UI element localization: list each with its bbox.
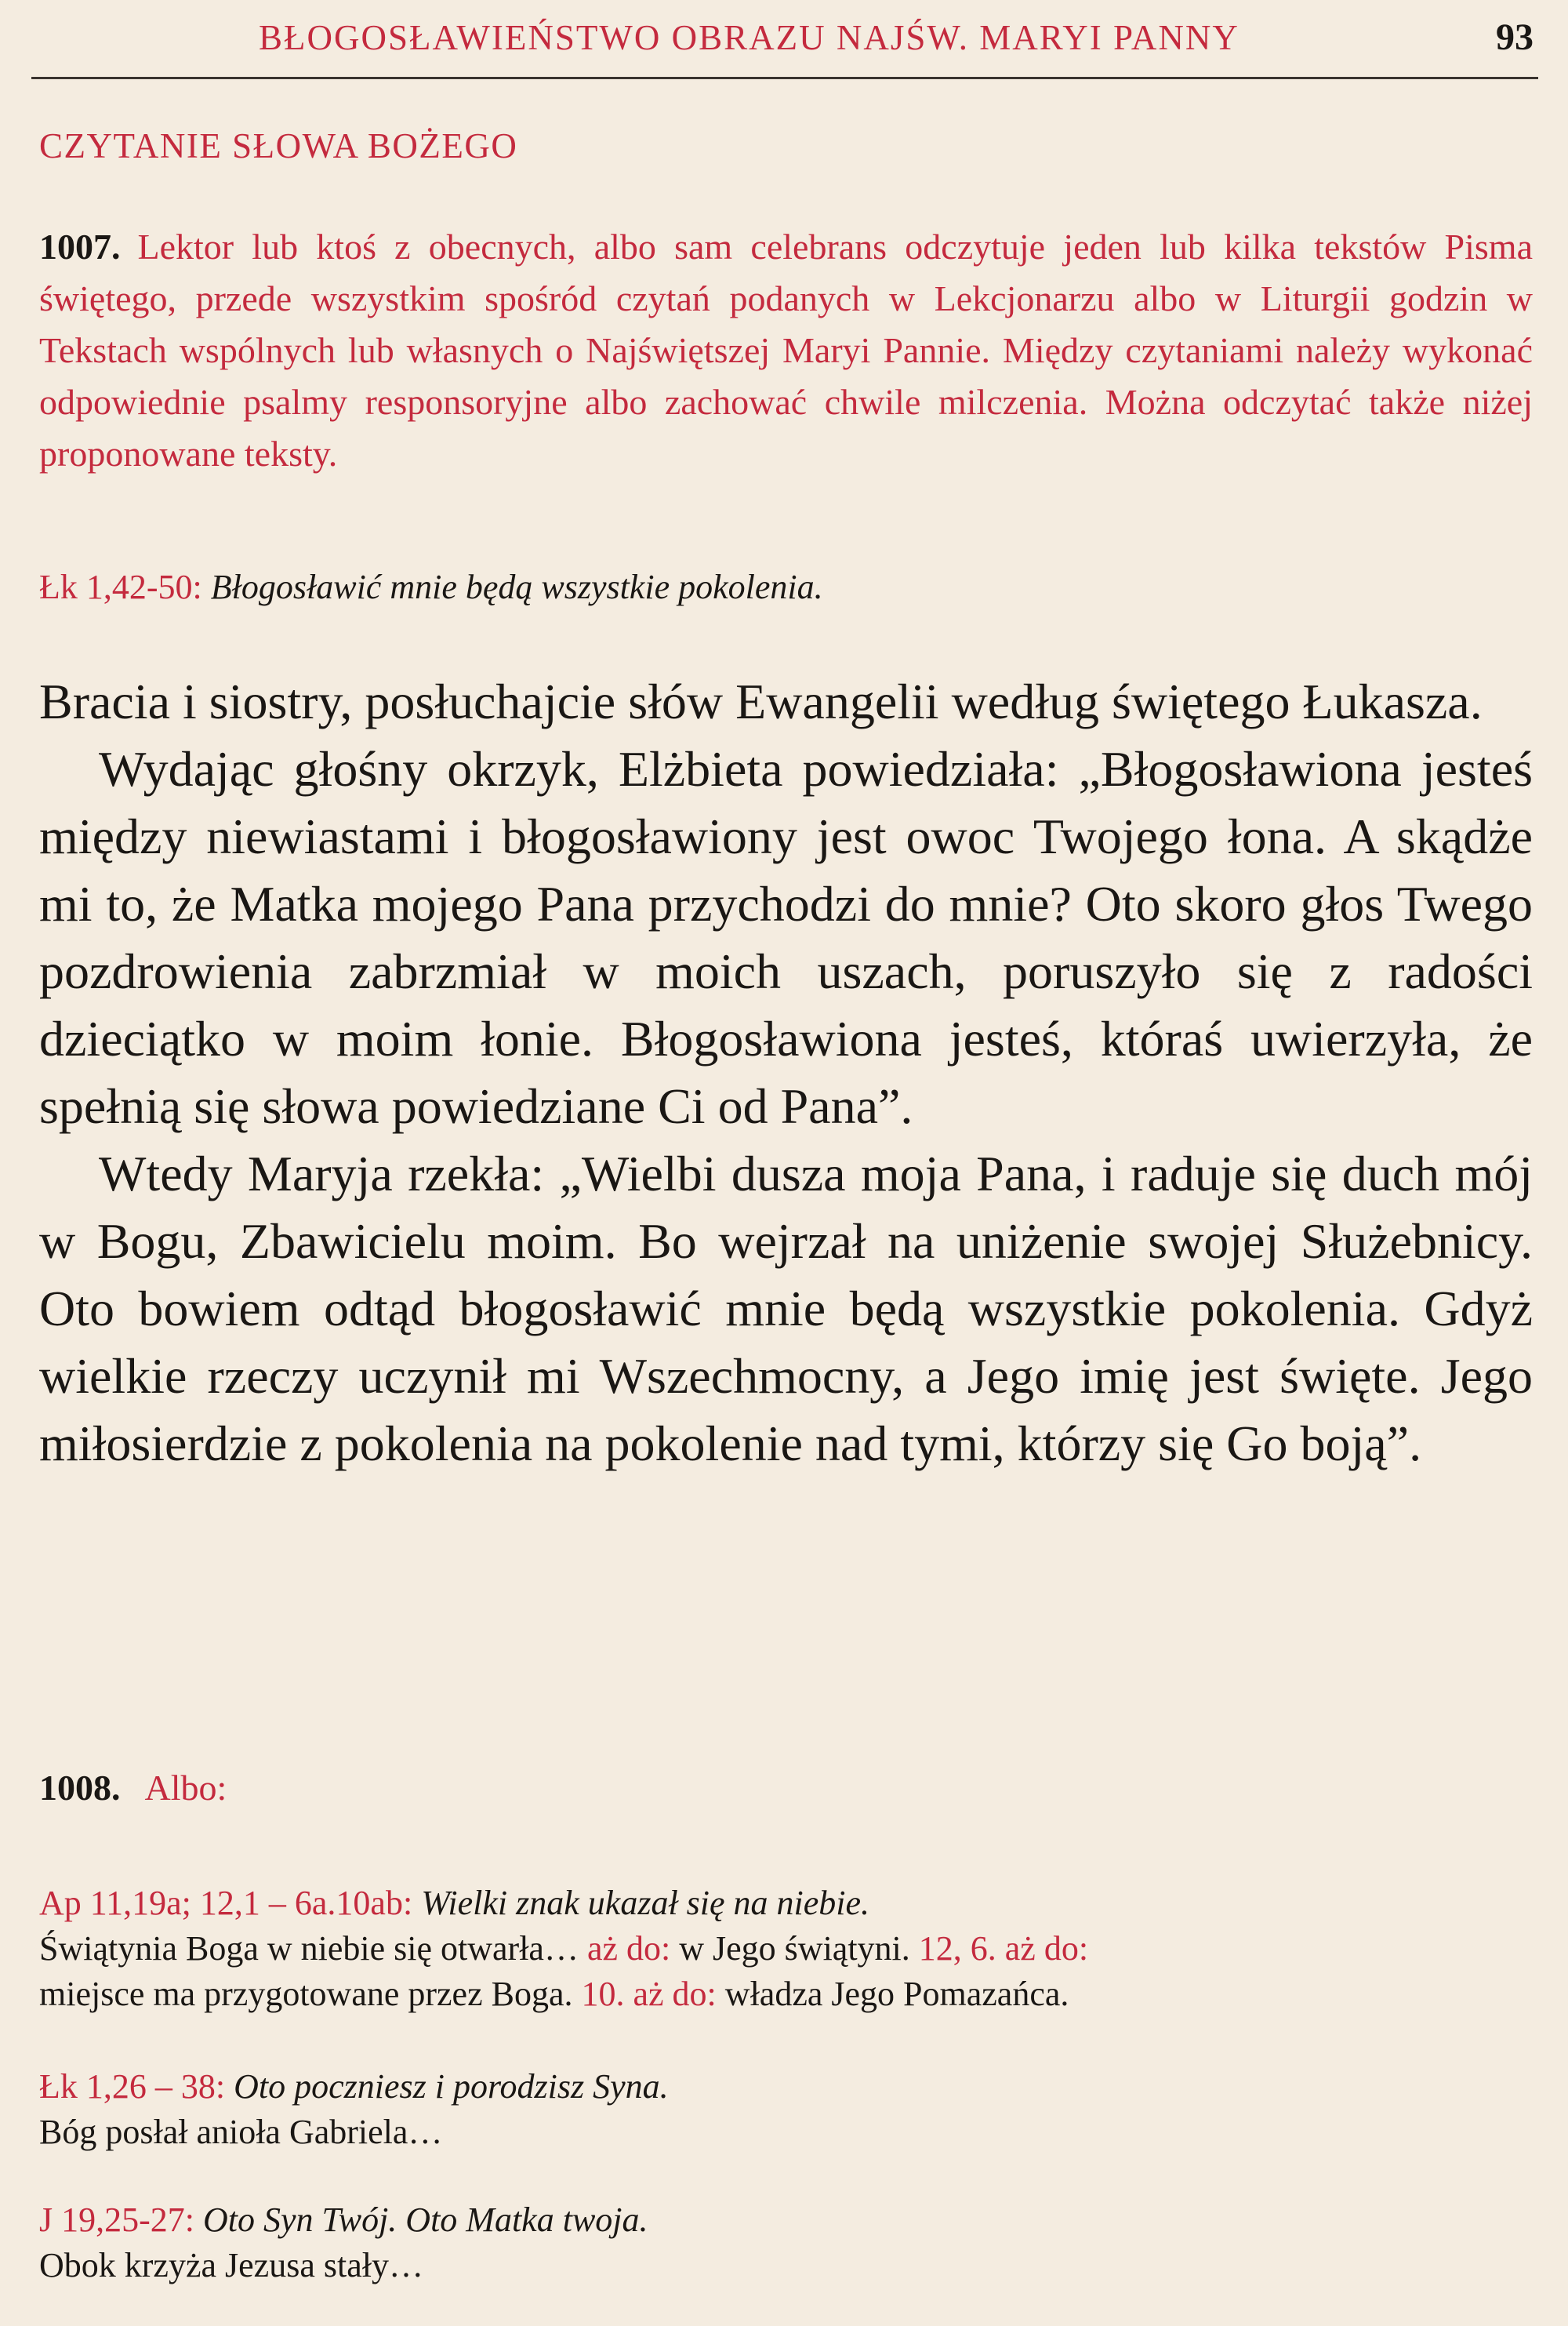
rubric-text-1007: Lektor lub ktoś z obecnych, albo sam celebrans odczytuje jeden lub kilka tekstów Pisma świętego, przede wszystkim spośród czytań podanych w Lekcjonarzu albo w Liturgii godzin w Tekstach wspólnych lub własnych o Najświętszej Maryi Pannie. Między czytaniami należy wykonać odpowiednie psalmy responsoryjne albo zachować chwile milczenia. Można odczytać także niżej proponowane teksty. [39,227,1533,474]
alternatives-heading-1008 [39,1764,227,1812]
running-title: BŁOGOSŁAWIEŃSTWO OBRAZU NAJŚW. MARYI PANNY [259,18,1240,57]
section-title: CZYTANIE SŁOWA BOŻEGO [39,126,518,165]
lk-incipit: Bóg posłał anioła Gabriela… [39,2113,443,2151]
j-theme: Oto Syn Twój. Oto Matka twoja. [203,2201,648,2239]
ap-theme: Wielki znak ukazał się na niebie. [421,1884,870,1922]
reading-paragraph-1: Bracia i siostry, posłuchajcie słów Ewangelii według świętego Łukasza. [39,674,1483,729]
reading-paragraph-3: Wtedy Maryja rzekła: „Wielbi dusza moja Pana, i raduje się duch mój w Bogu, Zbawicielu moim. Bo wejrzał na uniżenie swojej Służebnicy. Oto bowiem odtąd błogosławić mnie będą wszystkie pokolenia. Gdyż wielkie rzeczy uczynił mi Wszechmocny, a Jego imię jest święte. Jego miłosierdzie z pokolenia na pokolenie nad tymi, którzy się Go boją”. [39,1146,1533,1471]
j-incipit: Obok krzyża Jezusa stały… [39,2246,423,2284]
lk-citation: Łk 1,26 – 38: [39,2067,226,2106]
gospel-theme: Błogosławić mnie będą wszystkie pokolenia. [210,568,823,606]
paragraph-number-1007: 1007. [39,227,121,267]
gospel-citation: Łk 1,42-50: [39,568,202,606]
running-head [31,14,1538,79]
ap-incipit: Świątynia Boga w niebie się otwarła… [39,1929,579,1968]
j-citation: J 19,25-27: [39,2201,194,2239]
ap-explicit-3: władza Jego Pomazańca. [724,1975,1069,2013]
j-reference [39,2197,1533,2288]
ap-until-1: aż do: [586,1929,671,1968]
lk-theme: Oto poczniesz i porodzisz Syna. [234,2067,669,2106]
ap-explicit-1: w Jego świątyni. [679,1929,910,1968]
gospel-reference [39,565,1533,610]
ap-until-2: 12, 6. aż do: [918,1929,1089,1968]
alternatives-label: Albo: [144,1768,227,1808]
rubric-1007 [39,221,1533,480]
ap-explicit-2: miejsce ma przygotowane przez Boga. [39,1975,573,2013]
ap-citation: Ap 11,19a; 12,1 – 6a.10ab: [39,1884,413,1922]
ap-until-3: 10. aż do: [581,1975,717,2013]
lk-reference [39,2064,1533,2155]
gospel-reading [39,668,1533,1477]
reading-paragraph-2: Wydając głośny okrzyk, Elżbieta powiedziała: „Błogosławiona jesteś między niewiastami i błogosławiony jest owoc Twojego łona. A skądże mi to, że Matka mojego Pana przychodzi do mnie? Oto skoro głos Twego pozdrowienia zabrzmiał w moich uszach, poruszyło się z radości dzieciątko w moim łonie. Błogosławiona jesteś, któraś uwierzyła, że spełnią się słowa powiedziane Ci od Pana”. [39,741,1533,1134]
ap-reference [39,1881,1533,2017]
paragraph-number-1008: 1008. [39,1768,121,1808]
page-number: 93 [1496,16,1534,58]
